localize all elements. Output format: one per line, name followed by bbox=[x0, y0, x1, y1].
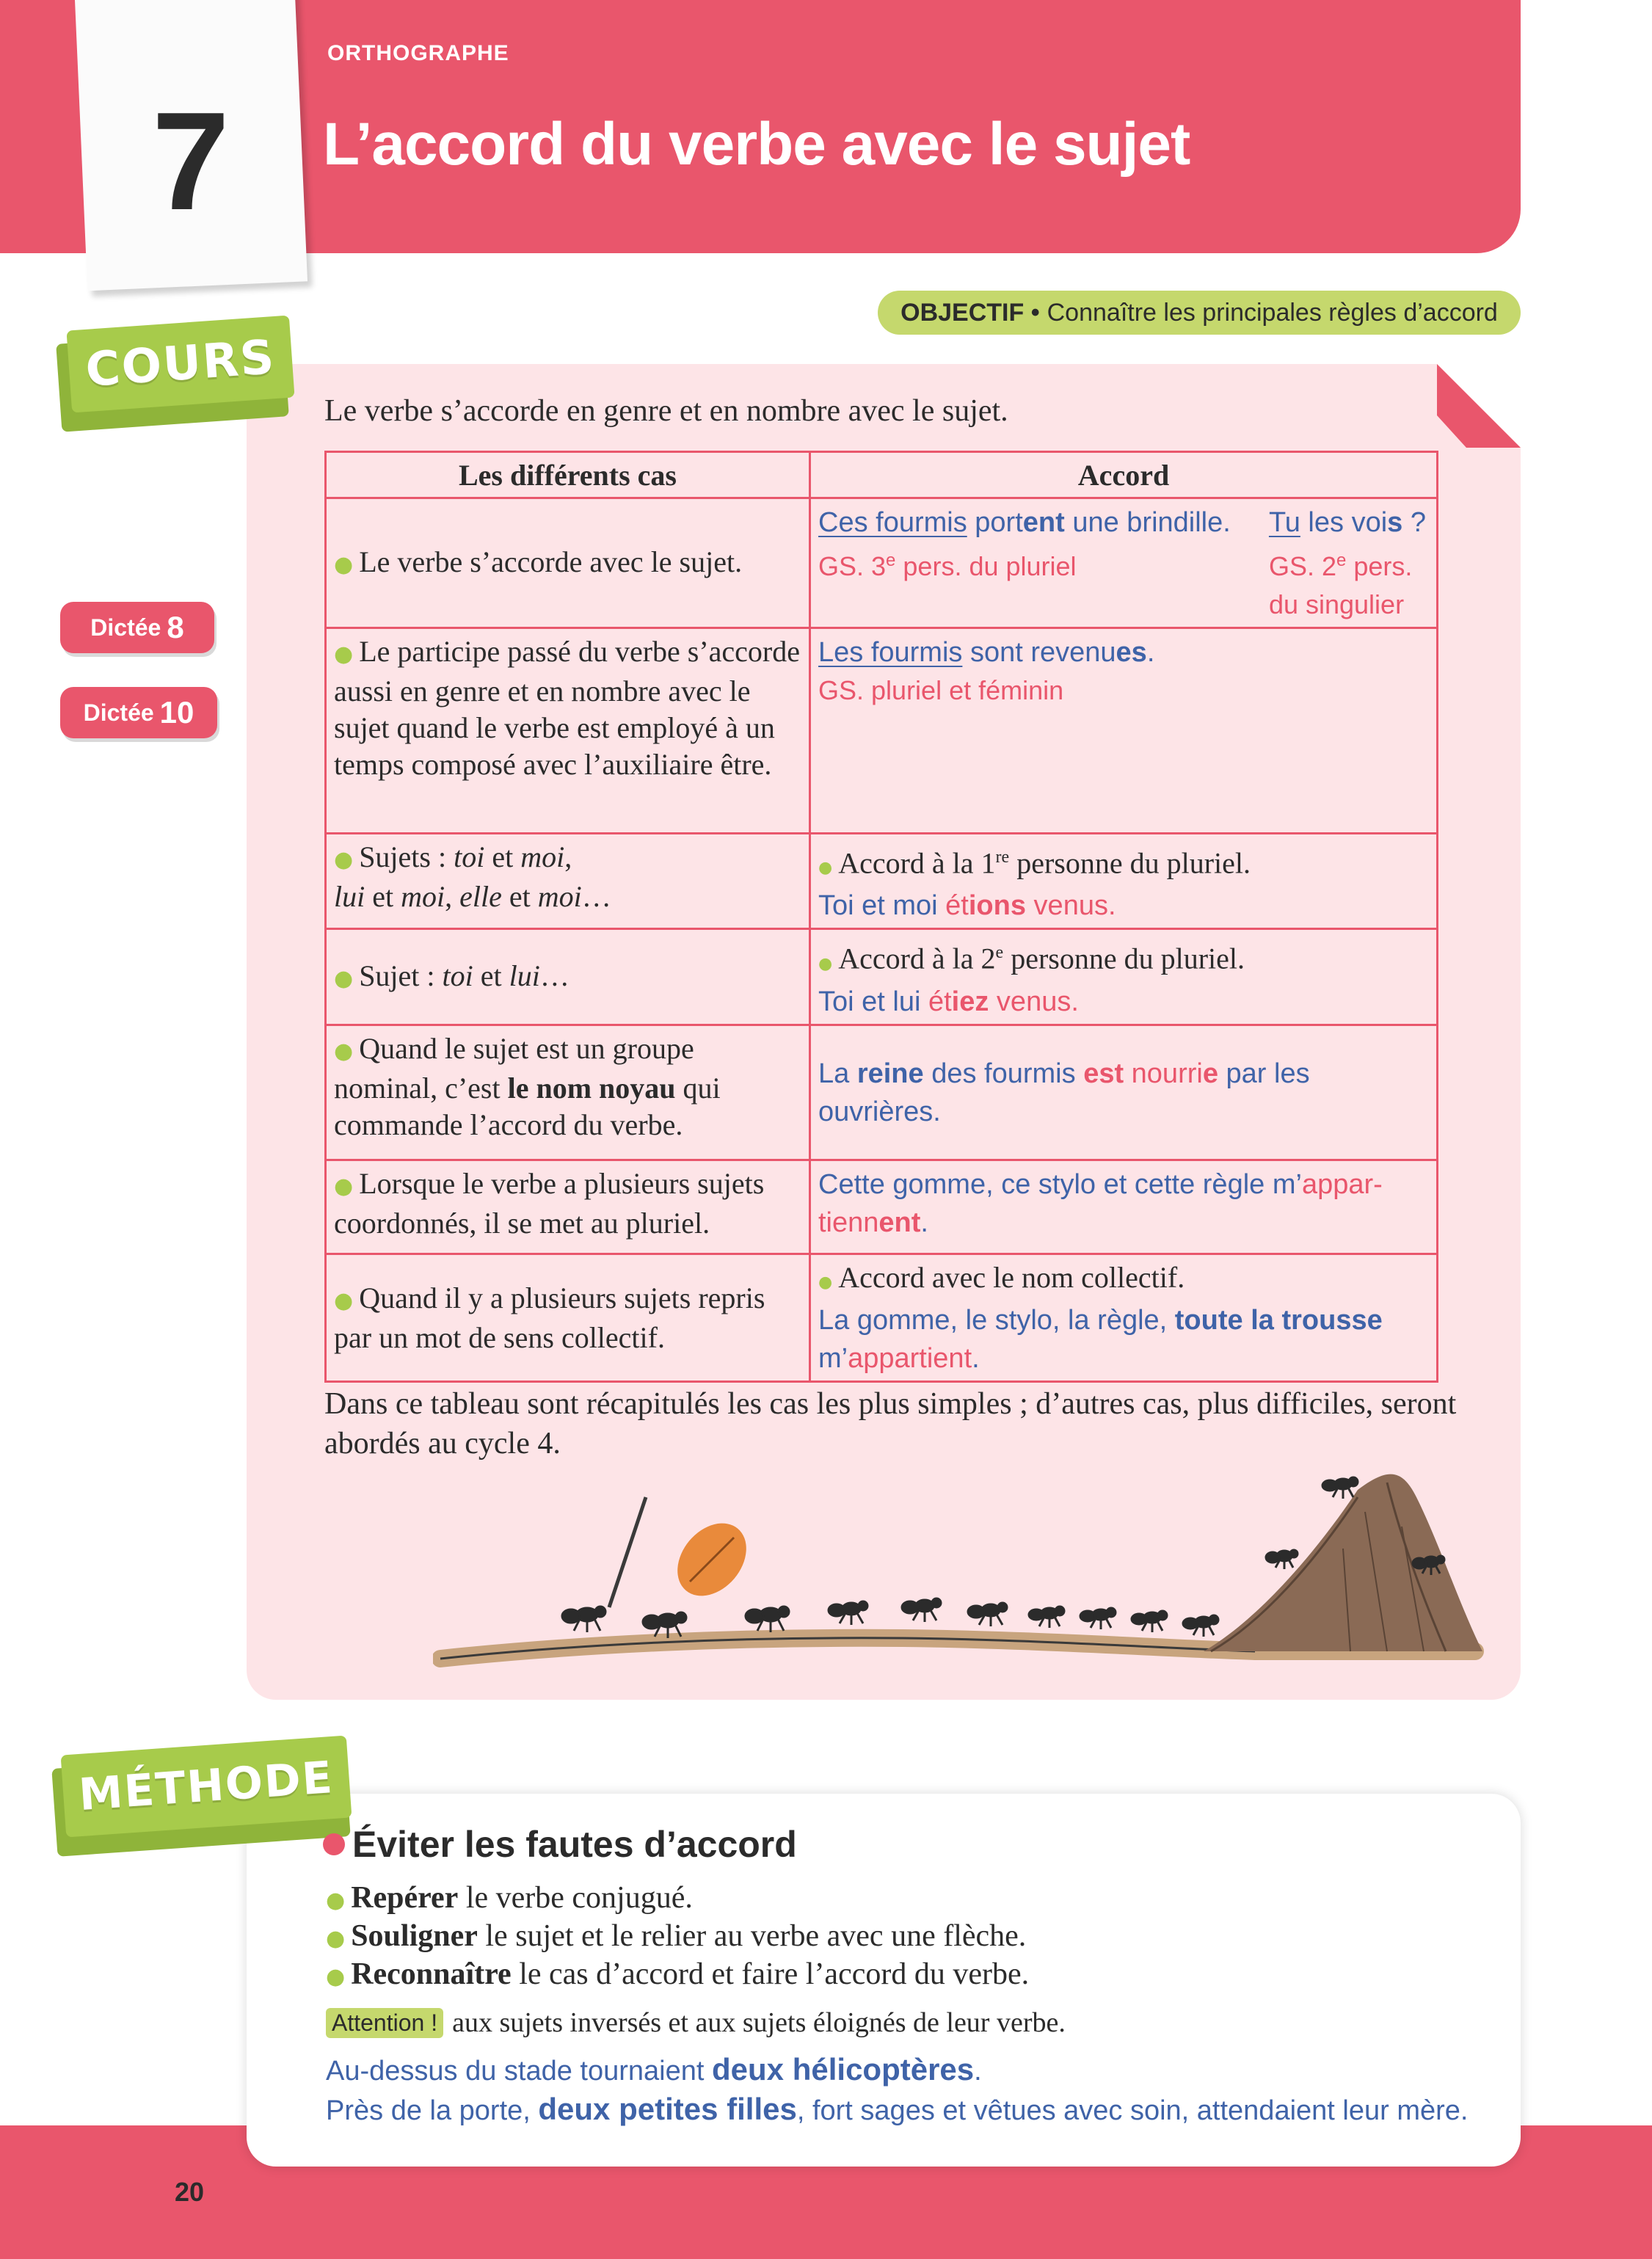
example-text: Au-dessus du stade tournaient bbox=[326, 2056, 713, 2087]
rule-text: personne du pluriel. bbox=[1003, 942, 1245, 975]
page-fold-icon bbox=[1437, 364, 1521, 448]
case-cell bbox=[326, 1025, 810, 1160]
example-verb-ending: ent bbox=[1022, 507, 1065, 538]
case-italic: toi bbox=[454, 840, 485, 873]
example-text: venus. bbox=[989, 986, 1079, 1017]
bullet-icon: ● bbox=[334, 552, 354, 578]
step-text: le sujet et le relier au verbe avec une flèche. bbox=[477, 1919, 1027, 1953]
example-subject: Les fourmis bbox=[818, 637, 963, 668]
cours-outro: Dans ce tableau sont récapitulés les cas les plus simples ; d’autres cas, plus difficiles, seront abordés au cycle 4. bbox=[324, 1387, 1457, 1460]
step-bold: Repérer bbox=[351, 1881, 459, 1915]
dictee-label: Dictée bbox=[83, 699, 154, 726]
case-text: et bbox=[484, 840, 521, 873]
table-row bbox=[326, 1160, 1438, 1254]
example-subject: deux hélicoptères bbox=[712, 2052, 975, 2087]
case-text: et bbox=[501, 880, 538, 913]
table-row bbox=[326, 628, 1438, 834]
case-italic: moi bbox=[537, 880, 582, 913]
column-header-accord: Accord bbox=[810, 452, 1438, 498]
example-note-end: pers. bbox=[1346, 551, 1413, 581]
attention-line bbox=[326, 2007, 1066, 2039]
bullet-icon: ● bbox=[818, 1273, 833, 1292]
table-row bbox=[326, 1254, 1438, 1381]
accord-cell bbox=[810, 1254, 1438, 1381]
methode-example bbox=[326, 2092, 1468, 2127]
bullet-icon bbox=[323, 1833, 345, 1855]
case-text: et bbox=[365, 880, 401, 913]
bullet-icon: ● bbox=[818, 859, 833, 878]
example-text: La bbox=[818, 1058, 857, 1090]
step-bold: Reconnaître bbox=[351, 1957, 512, 1991]
subject-label: ORTHOGRAPHE bbox=[327, 41, 509, 65]
example-2 bbox=[1269, 503, 1429, 624]
bullet-icon: ● bbox=[334, 965, 354, 992]
bullet-icon: ● bbox=[818, 954, 833, 973]
example-verb: tienn bbox=[818, 1207, 879, 1238]
case-text: Sujet : bbox=[359, 958, 443, 992]
bullet-icon: ● bbox=[334, 1288, 354, 1314]
example-note: GS. pluriel et féminin bbox=[818, 675, 1064, 705]
case-cell bbox=[326, 498, 810, 628]
accord-cell bbox=[810, 628, 1438, 834]
case-text: qui commande l’accord du verbe. bbox=[334, 1071, 721, 1141]
accord-cell bbox=[810, 834, 1438, 929]
example-text: . bbox=[920, 1207, 928, 1238]
rule-text: personne du pluriel. bbox=[1009, 846, 1251, 880]
example-ending: e bbox=[1202, 1058, 1218, 1090]
attention-badge: Attention ! bbox=[326, 2008, 443, 2038]
example-verb: est bbox=[1083, 1058, 1124, 1090]
example-text: . bbox=[974, 2056, 982, 2087]
example-text: Près de la porte, bbox=[326, 2095, 539, 2126]
example-verb-stem: ét bbox=[945, 890, 969, 922]
case-text: Quand il y a plusieurs sujets repris par un mot de sens collectif. bbox=[334, 1281, 765, 1355]
example-note: GS. 3 bbox=[818, 551, 887, 581]
case-text: Sujets : bbox=[359, 840, 454, 873]
rule-text: Accord avec le nom collectif. bbox=[838, 1260, 1185, 1294]
example-verb-ending: iez bbox=[951, 986, 989, 1017]
table-row bbox=[326, 498, 1438, 628]
example-text: , fort sages et vêtues avec soin, attendaient leur mère. bbox=[796, 2095, 1469, 2126]
note-sup: e bbox=[1336, 550, 1347, 570]
step-text: le cas d’accord et faire l’accord du verbe. bbox=[511, 1957, 1030, 1991]
page-title: L’accord du verbe avec le sujet bbox=[323, 111, 1190, 178]
example-verb-ending: ions bbox=[968, 890, 1026, 922]
methode-example bbox=[326, 2052, 982, 2087]
example-text: par les ouvrières. bbox=[818, 1058, 1310, 1128]
case-text: Lorsque le verbe a plusieurs sujets coordonnés, il se met au pluriel. bbox=[334, 1166, 765, 1240]
case-cell bbox=[326, 1160, 810, 1254]
step-text: le verbe conjugué. bbox=[458, 1881, 693, 1915]
rule-text: Accord à la 1 bbox=[838, 846, 996, 880]
methode-tag: MÉTHODE bbox=[61, 1736, 352, 1838]
example-text: La gomme, le stylo, la règle, bbox=[818, 1304, 1175, 1336]
example-text: venus. bbox=[1026, 890, 1116, 922]
cours-intro: Le verbe s’accorde en genre et en nombre avec le sujet. bbox=[324, 394, 1008, 428]
example-participle: nourri bbox=[1124, 1058, 1203, 1090]
rule-sup: e bbox=[995, 943, 1004, 963]
example-subject: Ces fourmis bbox=[818, 507, 967, 538]
dictee-8-button[interactable] bbox=[60, 602, 214, 653]
example-verb-ending: s bbox=[1387, 507, 1403, 538]
objective-text: Connaître les principales règles d’accord bbox=[1047, 298, 1498, 327]
table-row bbox=[326, 834, 1438, 929]
example-subject: deux petites filles bbox=[538, 2092, 797, 2126]
example-text: Cette gomme, ce stylo et cette règle m’ bbox=[818, 1168, 1302, 1200]
example-text: des fourmis bbox=[923, 1058, 1084, 1090]
attention-text: aux sujets inversés et aux sujets éloignés de leur verbe. bbox=[452, 2007, 1066, 2038]
case-italic: moi bbox=[520, 840, 565, 873]
example-verb-stem: port bbox=[975, 507, 1023, 538]
case-cell bbox=[326, 929, 810, 1025]
case-text: … bbox=[581, 880, 611, 913]
bullet-icon: ● bbox=[334, 1038, 354, 1064]
bullet-icon: ● bbox=[334, 847, 354, 873]
example-rest: ? bbox=[1402, 507, 1426, 538]
ants-illustration bbox=[433, 1438, 1490, 1673]
chapter-number: 7 bbox=[152, 84, 230, 239]
case-italic: moi bbox=[401, 880, 445, 913]
case-italic: elle bbox=[459, 880, 502, 913]
example-verb: appartient bbox=[848, 1342, 972, 1374]
rule-sup: re bbox=[995, 848, 1010, 867]
case-italic: lui bbox=[334, 880, 365, 913]
dictee-number: 8 bbox=[167, 610, 184, 644]
example-note-end: pers. du pluriel bbox=[895, 551, 1077, 581]
cases-table bbox=[324, 451, 1438, 1383]
example-collective: toute la trousse bbox=[1174, 1304, 1383, 1336]
methode-step bbox=[326, 1879, 693, 1920]
column-header-cases: Les différents cas bbox=[326, 452, 810, 498]
case-cell bbox=[326, 834, 810, 929]
case-text: , bbox=[564, 840, 572, 873]
example-verb: sont revenu bbox=[962, 637, 1116, 668]
example-subject: Tu bbox=[1268, 507, 1300, 538]
step-bold: Souligner bbox=[351, 1919, 478, 1953]
case-bold: le nom noyau bbox=[507, 1071, 676, 1105]
bullet-icon: ● bbox=[334, 641, 354, 667]
case-text: Quand le sujet est un groupe nominal, c’est bbox=[334, 1031, 694, 1105]
example-verb: appar- bbox=[1301, 1168, 1383, 1200]
table-row bbox=[326, 1025, 1438, 1160]
bullet-icon: ● bbox=[326, 1926, 346, 1951]
note-sup: e bbox=[886, 550, 896, 570]
case-italic: toi bbox=[442, 958, 473, 992]
example-rest: une brindille. bbox=[1064, 507, 1231, 538]
dictee-number: 10 bbox=[159, 695, 194, 730]
dictee-10-button[interactable] bbox=[60, 687, 217, 738]
example-dot: . bbox=[1146, 637, 1155, 668]
table-row bbox=[326, 929, 1438, 1025]
methode-title bbox=[323, 1823, 797, 1866]
accord-cell bbox=[810, 929, 1438, 1025]
methode-step bbox=[326, 1955, 1029, 1996]
rule-text: Accord à la 2 bbox=[838, 942, 996, 975]
case-cell bbox=[326, 1254, 810, 1381]
bullet-icon: ● bbox=[326, 1964, 346, 1990]
example-note-2: du singulier bbox=[1268, 589, 1405, 619]
case-cell bbox=[326, 628, 810, 834]
methode-title-text: Éviter les fautes d’accord bbox=[352, 1824, 797, 1865]
example-1 bbox=[818, 503, 1231, 624]
dictee-label: Dictée bbox=[90, 614, 161, 641]
example-ending: es bbox=[1116, 637, 1147, 668]
case-text: Le verbe s’accorde avec le sujet. bbox=[359, 545, 743, 578]
example-text: Toi et moi bbox=[818, 890, 946, 922]
methode-step bbox=[326, 1917, 1026, 1958]
accord-cell bbox=[810, 1160, 1438, 1254]
table-header-row bbox=[326, 452, 1438, 498]
example-verb-stem: ét bbox=[928, 986, 952, 1017]
case-text: … bbox=[539, 958, 570, 992]
objective-pill bbox=[878, 291, 1521, 335]
example-text: Toi et lui bbox=[818, 986, 928, 1017]
bullet-icon: ● bbox=[334, 1173, 354, 1199]
example-verb-stem: les voi bbox=[1300, 507, 1388, 538]
accord-cell bbox=[810, 1025, 1438, 1160]
example-ending: ent bbox=[878, 1207, 921, 1238]
objective-label: OBJECTIF • bbox=[900, 298, 1040, 327]
case-italic: lui bbox=[509, 958, 540, 992]
example-note: GS. 2 bbox=[1268, 551, 1336, 581]
example-noyau: reine bbox=[856, 1058, 924, 1090]
case-text: Le participe passé du verbe s’accorde aussi en genre et en nombre avec le sujet quand le verbe est employé à un temps composé avec l’auxiliaire être. bbox=[334, 635, 800, 781]
case-text: et bbox=[473, 958, 509, 992]
bullet-icon: ● bbox=[326, 1888, 346, 1913]
example-text: . bbox=[972, 1342, 980, 1374]
page-number: 20 bbox=[175, 2177, 205, 2207]
cours-tag: COURS bbox=[66, 316, 294, 413]
accord-cell bbox=[810, 498, 1438, 628]
case-text: , bbox=[445, 880, 460, 913]
example-text: m’ bbox=[818, 1342, 848, 1374]
